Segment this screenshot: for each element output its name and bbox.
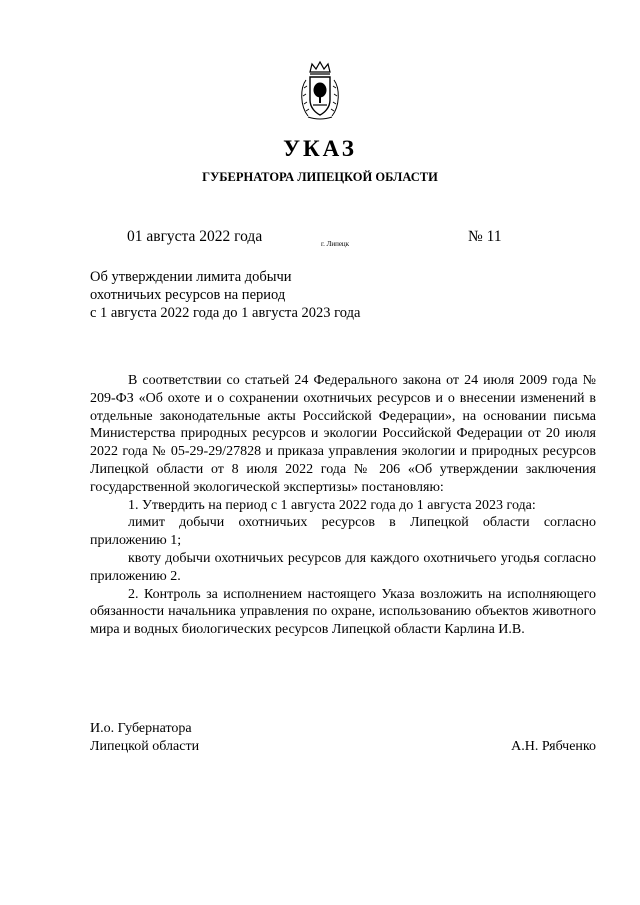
subject-line: охотничьих ресурсов на период — [90, 287, 286, 303]
body-paragraph: 1. Утвердить на период с 1 августа 2022 года до 1 августа 2023 года: — [128, 497, 536, 513]
subject-line: Об утверждении лимита добычи — [90, 269, 292, 285]
signatory-name: А.Н. Рябченко — [511, 739, 596, 754]
body-paragraph: 2. Контроль за исполнением настоящего Указа возложить на исполняющего обязанности начальника управления по охране, использованию объектов животного мира и водных биологических ресурсов Липецкой области Карлина И.В. — [90, 586, 596, 638]
subject-line: с 1 августа 2022 года до 1 августа 2023 года — [90, 305, 361, 321]
signatory-position-line: Липецкой области — [90, 739, 200, 754]
body-paragraph: лимит добычи охотничьих ресурсов в Липецкой области согласно приложению 1; — [90, 515, 596, 549]
body-paragraph: В соответствии со статьей 24 Федерального закона от 24 июля 2009 года № 209-ФЗ «Об охоте и о сохранении охотничьих ресурсов и о внесении изменений в отдельные законодательные акты Российской Федерации», на основании письма Министерства природных ресурсов и экологии Российской Федерации от 20 июля 2022 года № 05-29-29/27828 и приказа управления экологии и природных ресурсов Липецкой области от 8 июля 2022 года № 206 «Об утверждении заключения государственной экологической экспертизы» постановляю: — [90, 373, 596, 495]
document-number: № 11 — [468, 228, 502, 245]
document-title: УКАЗ — [283, 136, 357, 161]
document-subtitle: ГУБЕРНАТОРА ЛИПЕЦКОЙ ОБЛАСТИ — [202, 170, 438, 184]
signatory-position — [90, 720, 199, 756]
document-city: г. Липецк — [321, 240, 350, 248]
document-subject — [90, 268, 410, 322]
document-body — [90, 372, 596, 639]
document-date: 01 августа 2022 года — [127, 228, 263, 245]
body-paragraph: квоту добычи охотничьих ресурсов для каждого охотничьего угодья согласно приложению 2. — [90, 550, 596, 584]
signatory-position-line: И.о. Губернатора — [90, 721, 192, 736]
coat-of-arms-emblem — [296, 58, 344, 122]
coat-of-arms-icon — [296, 58, 344, 122]
